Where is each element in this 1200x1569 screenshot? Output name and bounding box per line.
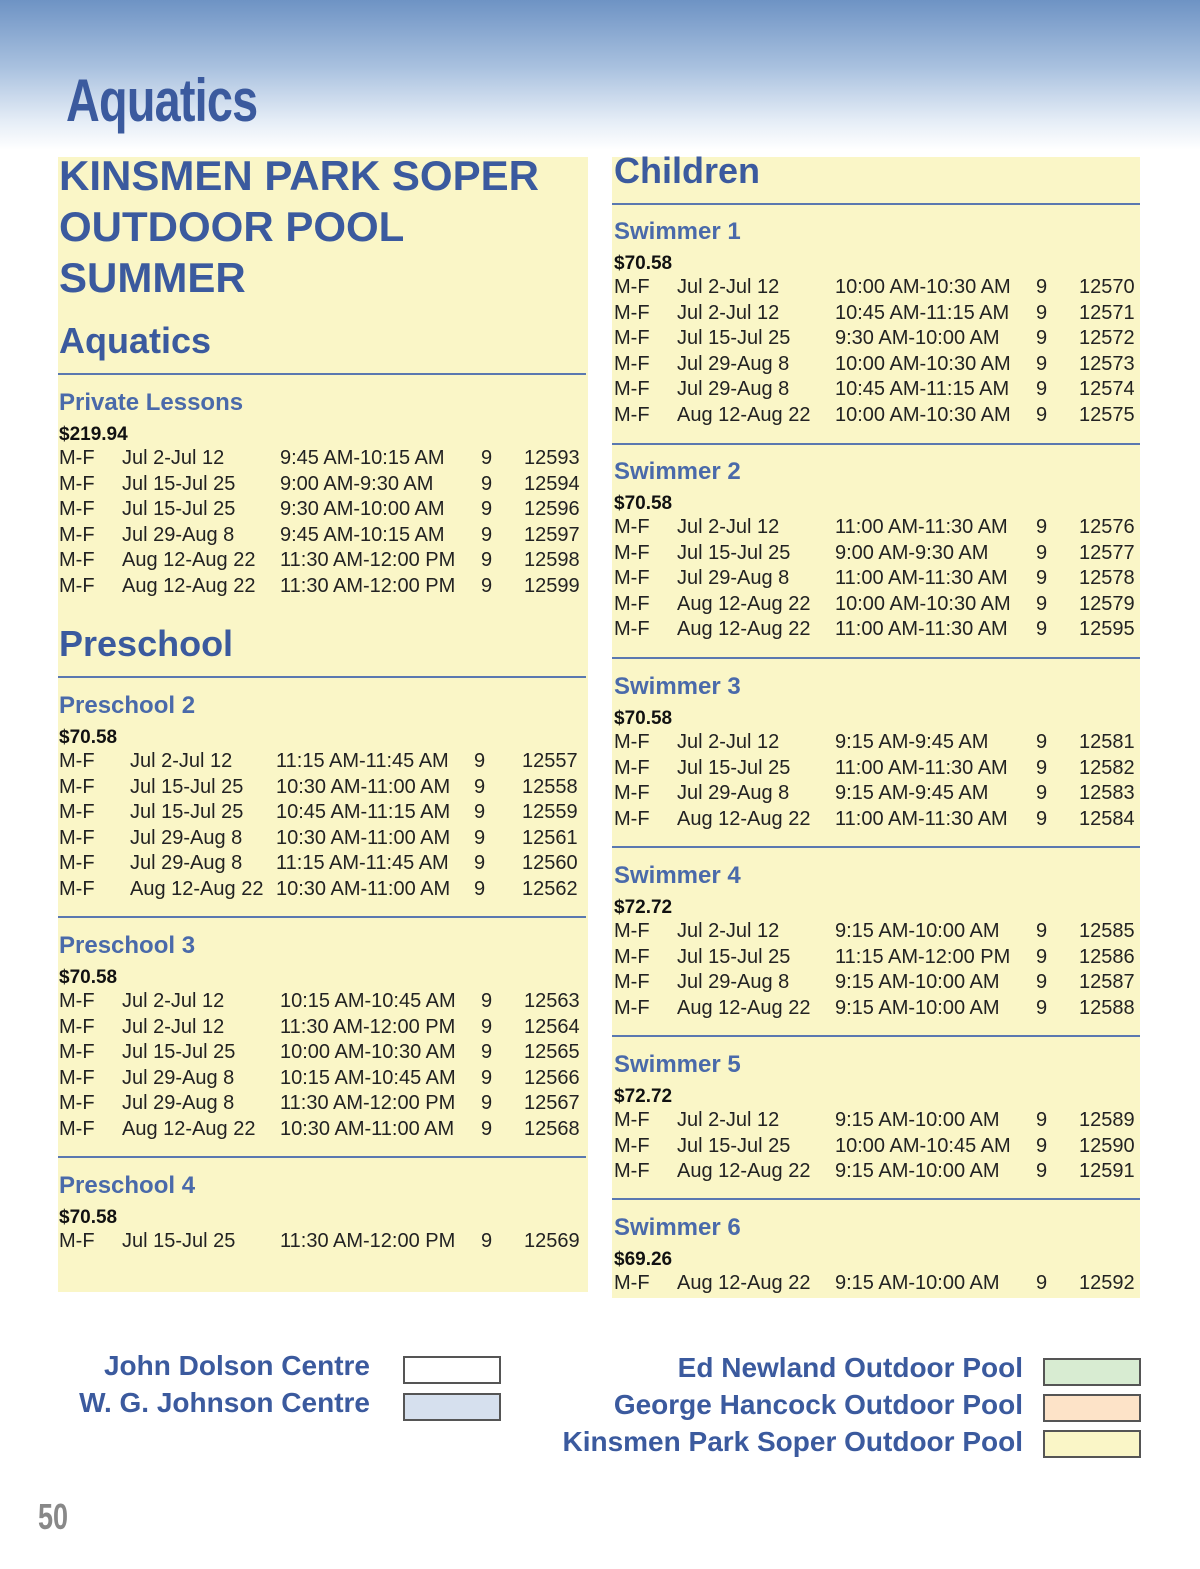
cell-days: M-F	[59, 498, 95, 521]
schedule-row	[0, 516, 1200, 542]
legend-swatch-george-hancock	[1043, 1394, 1141, 1422]
page-banner-title: Aquatics	[66, 67, 258, 134]
cell-dates: Jul 2-Jul 12	[130, 750, 233, 772]
cell-course-code: 12593	[524, 447, 580, 469]
cell-course-code: 12568	[524, 1118, 580, 1140]
schedule-row	[0, 567, 1200, 593]
cell-sessions: 9	[474, 750, 486, 772]
cell-dates: Jul 15-Jul 25	[122, 498, 236, 521]
schedule-row	[0, 1160, 1200, 1186]
cell-time: 9:15 AM-10:00 AM	[835, 920, 1000, 942]
cell-course-code: 12578	[1079, 567, 1135, 590]
cell-time: 11:30 AM-12:00 PM	[280, 575, 456, 597]
cell-dates: Jul 2-Jul 12	[677, 1109, 780, 1131]
cell-sessions: 9	[474, 878, 486, 900]
cell-dates: Jul 15-Jul 25	[130, 801, 244, 824]
cell-course-code: 12599	[524, 575, 580, 597]
cell-sessions: 9	[1036, 327, 1048, 350]
schedule-row	[0, 1041, 1200, 1067]
schedule-row	[0, 757, 1200, 783]
program-price: $70.58	[59, 967, 118, 988]
cell-sessions: 9	[1036, 378, 1048, 401]
cell-time: 10:00 AM-10:30 AM	[280, 1041, 456, 1064]
cell-dates: Aug 12-Aug 22	[122, 549, 256, 572]
program-price: $72.72	[614, 897, 673, 918]
cell-time: 9:15 AM-9:45 AM	[835, 731, 989, 753]
cell-dates: Jul 29-Aug 8	[122, 1066, 235, 1089]
section-title-children: Children	[614, 150, 761, 191]
cell-time: 9:15 AM-10:00 AM	[835, 996, 1000, 1019]
cell-sessions: 9	[1036, 592, 1048, 615]
cell-time: 10:00 AM-10:30 AM	[835, 276, 1011, 298]
cell-days: M-F	[59, 826, 95, 849]
cell-dates: Aug 12-Aug 22	[677, 404, 811, 426]
schedule-row	[0, 1272, 1200, 1298]
cell-sessions: 9	[474, 826, 486, 849]
cell-course-code: 12596	[524, 498, 580, 521]
cell-course-code: 12594	[524, 472, 580, 495]
program-title-swimmer-1: Swimmer 1	[614, 218, 741, 245]
cell-sessions: 9	[1036, 276, 1048, 298]
cell-course-code: 12562	[522, 878, 578, 900]
legend-swatch-john-dolson	[403, 1356, 501, 1384]
schedule-row	[0, 302, 1200, 328]
cell-course-code: 12563	[524, 990, 580, 1012]
cell-dates: Aug 12-Aug 22	[677, 1272, 811, 1294]
cell-days: M-F	[614, 1134, 650, 1157]
cell-time: 10:30 AM-11:00 AM	[276, 775, 451, 798]
cell-sessions: 9	[481, 1041, 493, 1064]
cell-course-code: 12573	[1079, 352, 1135, 375]
cell-sessions: 9	[481, 523, 493, 546]
cell-sessions: 9	[1036, 731, 1048, 753]
legend-label-wg-johnson: W. G. Johnson Centre	[79, 1387, 370, 1418]
cell-days: M-F	[614, 618, 650, 641]
cell-days: M-F	[614, 301, 650, 324]
program-price: $70.58	[614, 708, 673, 729]
cell-course-code: 12561	[522, 826, 578, 849]
cell-dates: Jul 2-Jul 12	[122, 447, 225, 469]
program-price: $70.58	[59, 727, 118, 748]
program-divider	[612, 657, 1140, 659]
cell-days: M-F	[59, 1230, 95, 1252]
cell-course-code: 12565	[524, 1041, 580, 1064]
cell-dates: Jul 15-Jul 25	[677, 541, 791, 564]
cell-course-code: 12585	[1079, 920, 1135, 942]
schedule-row	[0, 731, 1200, 757]
cell-course-code: 12579	[1079, 592, 1135, 615]
cell-dates: Jul 15-Jul 25	[130, 775, 244, 798]
legend-label-george-hancock: George Hancock Outdoor Pool	[613, 1389, 1023, 1420]
cell-sessions: 9	[1036, 1272, 1048, 1294]
cell-days: M-F	[614, 1272, 650, 1294]
cell-days: M-F	[59, 990, 95, 1012]
cell-sessions: 9	[481, 447, 493, 469]
cell-course-code: 12567	[524, 1092, 580, 1115]
cell-days: M-F	[59, 1092, 95, 1115]
cell-dates: Aug 12-Aug 22	[677, 807, 811, 830]
cell-course-code: 12595	[1079, 618, 1135, 641]
cell-days: M-F	[614, 404, 650, 426]
legend-label-ed-newland: Ed Newland Outdoor Pool	[677, 1352, 1023, 1383]
program-title-swimmer-5: Swimmer 5	[614, 1051, 741, 1078]
cell-days: M-F	[614, 807, 650, 830]
schedule-row	[0, 1230, 1200, 1256]
cell-course-code: 12583	[1079, 782, 1135, 805]
cell-course-code: 12586	[1079, 945, 1135, 968]
cell-sessions: 9	[1036, 971, 1048, 994]
cell-time: 10:15 AM-10:45 AM	[280, 990, 456, 1012]
cell-time: 9:45 AM-10:15 AM	[280, 447, 445, 469]
schedule-row	[0, 404, 1200, 430]
cell-course-code: 12571	[1079, 301, 1135, 324]
cell-course-code: 12591	[1079, 1160, 1135, 1183]
schedule-row	[0, 1067, 1200, 1093]
cell-sessions: 9	[1036, 1160, 1048, 1183]
cell-time: 10:30 AM-11:00 AM	[276, 826, 451, 849]
cell-dates: Jul 29-Aug 8	[677, 378, 790, 401]
cell-time: 9:00 AM-9:30 AM	[835, 541, 989, 564]
cell-time: 9:30 AM-10:00 AM	[280, 498, 445, 521]
cell-time: 11:15 AM-12:00 PM	[835, 945, 1011, 968]
cell-time: 10:30 AM-11:00 AM	[276, 878, 451, 900]
schedule-row	[0, 1135, 1200, 1161]
cell-days: M-F	[59, 878, 95, 900]
cell-time: 11:00 AM-11:30 AM	[835, 516, 1008, 538]
cell-days: M-F	[59, 1015, 95, 1038]
cell-days: M-F	[614, 731, 650, 753]
pool-title-line: KINSMEN PARK SOPER	[59, 152, 539, 199]
cell-days: M-F	[59, 549, 95, 572]
cell-dates: Aug 12-Aug 22	[122, 1118, 256, 1140]
cell-dates: Aug 12-Aug 22	[677, 1160, 811, 1183]
cell-dates: Aug 12-Aug 22	[130, 878, 264, 900]
cell-sessions: 9	[1036, 807, 1048, 830]
program-divider	[58, 916, 586, 918]
cell-days: M-F	[59, 472, 95, 495]
cell-time: 10:45 AM-11:15 AM	[835, 378, 1010, 401]
cell-days: M-F	[59, 775, 95, 798]
cell-sessions: 9	[481, 472, 493, 495]
program-price: $69.26	[614, 1249, 673, 1270]
cell-course-code: 12581	[1079, 731, 1135, 753]
cell-sessions: 9	[474, 775, 486, 798]
cell-course-code: 12564	[524, 1015, 580, 1038]
cell-days: M-F	[614, 592, 650, 615]
cell-course-code: 12597	[524, 523, 580, 546]
legend-swatch-wg-johnson	[403, 1393, 501, 1421]
cell-days: M-F	[59, 1041, 95, 1064]
cell-time: 11:00 AM-11:30 AM	[835, 756, 1008, 779]
legend-label-kinsmen-park-soper: Kinsmen Park Soper Outdoor Pool	[562, 1426, 1023, 1457]
cell-course-code: 12598	[524, 549, 580, 572]
cell-course-code: 12566	[524, 1066, 580, 1089]
cell-time: 11:00 AM-11:30 AM	[835, 618, 1008, 641]
cell-sessions: 9	[481, 1230, 493, 1252]
cell-sessions: 9	[1036, 404, 1048, 426]
cell-days: M-F	[614, 541, 650, 564]
cell-sessions: 9	[1036, 352, 1048, 375]
cell-course-code: 12588	[1079, 996, 1135, 1019]
cell-sessions: 9	[1036, 618, 1048, 641]
cell-time: 11:30 AM-12:00 PM	[280, 549, 456, 572]
cell-course-code: 12584	[1079, 807, 1135, 830]
cell-dates: Jul 15-Jul 25	[677, 327, 791, 350]
program-price: $70.58	[614, 253, 673, 274]
schedule-row	[0, 1109, 1200, 1135]
schedule-row	[0, 276, 1200, 302]
cell-time: 10:30 AM-11:00 AM	[280, 1118, 455, 1140]
cell-dates: Jul 15-Jul 25	[677, 756, 791, 779]
cell-course-code: 12589	[1079, 1109, 1135, 1131]
cell-time: 10:00 AM-10:30 AM	[835, 592, 1011, 615]
cell-time: 9:00 AM-9:30 AM	[280, 472, 434, 495]
cell-days: M-F	[614, 567, 650, 590]
cell-days: M-F	[614, 782, 650, 805]
cell-course-code: 12569	[524, 1230, 580, 1252]
schedule-row	[0, 447, 1200, 473]
cell-time: 10:15 AM-10:45 AM	[280, 1066, 456, 1089]
cell-dates: Jul 2-Jul 12	[122, 990, 225, 1012]
program-title-private-lessons: Private Lessons	[59, 389, 244, 416]
cell-time: 9:30 AM-10:00 AM	[835, 327, 1000, 350]
cell-course-code: 12559	[522, 801, 578, 824]
cell-sessions: 9	[481, 1015, 493, 1038]
cell-sessions: 9	[1036, 945, 1048, 968]
legend-swatch-ed-newland	[1043, 1358, 1141, 1386]
cell-sessions: 9	[481, 498, 493, 521]
schedule-row	[0, 852, 1200, 878]
cell-dates: Jul 2-Jul 12	[677, 731, 780, 753]
cell-dates: Jul 2-Jul 12	[677, 276, 780, 298]
cell-sessions: 9	[1036, 567, 1048, 590]
section-title-preschool: Preschool	[59, 623, 234, 664]
cell-time: 9:15 AM-10:00 AM	[835, 971, 1000, 994]
program-title-swimmer-2: Swimmer 2	[614, 458, 741, 485]
cell-time: 11:15 AM-11:45 AM	[276, 750, 449, 772]
cell-time: 11:30 AM-12:00 PM	[280, 1015, 456, 1038]
cell-course-code: 12558	[522, 775, 578, 798]
cell-dates: Jul 15-Jul 25	[122, 1230, 236, 1252]
cell-sessions: 9	[474, 801, 486, 824]
cell-dates: Jul 15-Jul 25	[122, 472, 236, 495]
cell-sessions: 9	[1036, 782, 1048, 805]
cell-course-code: 12577	[1079, 541, 1135, 564]
schedule-row	[0, 782, 1200, 808]
schedule-row	[0, 542, 1200, 568]
cell-sessions: 9	[481, 549, 493, 572]
schedule-row	[0, 920, 1200, 946]
schedule-row	[0, 618, 1200, 644]
cell-dates: Jul 2-Jul 12	[677, 516, 780, 538]
cell-sessions: 9	[1036, 920, 1048, 942]
legend-swatch-kinsmen-park-soper	[1043, 1430, 1141, 1458]
schedule-row	[0, 971, 1200, 997]
cell-days: M-F	[614, 1160, 650, 1183]
cell-course-code: 12587	[1079, 971, 1135, 994]
cell-course-code: 12560	[522, 852, 578, 875]
cell-sessions: 9	[481, 575, 493, 597]
cell-days: M-F	[614, 971, 650, 994]
cell-sessions: 9	[1036, 756, 1048, 779]
program-title-preschool-3: Preschool 3	[59, 932, 196, 959]
program-divider	[612, 1198, 1140, 1200]
program-title-preschool-4: Preschool 4	[59, 1172, 196, 1199]
cell-dates: Jul 15-Jul 25	[677, 945, 791, 968]
cell-days: M-F	[59, 750, 95, 772]
cell-dates: Aug 12-Aug 22	[677, 592, 811, 615]
cell-dates: Jul 15-Jul 25	[122, 1041, 236, 1064]
cell-course-code: 12582	[1079, 756, 1135, 779]
schedule-row	[0, 378, 1200, 404]
schedule-row	[0, 327, 1200, 353]
cell-sessions: 9	[481, 1118, 493, 1140]
cell-dates: Jul 2-Jul 12	[677, 301, 780, 324]
legend-label-john-dolson: John Dolson Centre	[103, 1350, 370, 1381]
cell-days: M-F	[614, 1109, 650, 1131]
cell-course-code: 12572	[1079, 327, 1135, 350]
page-number: 50	[38, 1496, 69, 1537]
cell-dates: Jul 29-Aug 8	[122, 1092, 235, 1115]
section-divider	[612, 203, 1140, 205]
cell-sessions: 9	[1036, 541, 1048, 564]
pool-title-line: OUTDOOR POOL	[59, 203, 405, 250]
cell-sessions: 9	[1036, 301, 1048, 324]
cell-time: 9:15 AM-9:45 AM	[835, 782, 989, 805]
cell-dates: Aug 12-Aug 22	[677, 996, 811, 1019]
program-price: $70.58	[59, 1207, 118, 1228]
cell-dates: Jul 29-Aug 8	[122, 523, 235, 546]
cell-dates: Jul 2-Jul 12	[677, 920, 780, 942]
cell-dates: Aug 12-Aug 22	[677, 618, 811, 641]
program-price: $219.94	[59, 424, 128, 445]
cell-time: 10:45 AM-11:15 AM	[835, 301, 1010, 324]
cell-sessions: 9	[1036, 1134, 1048, 1157]
cell-dates: Jul 29-Aug 8	[130, 826, 243, 849]
section-title-aquatics: Aquatics	[59, 320, 212, 361]
cell-days: M-F	[614, 378, 650, 401]
cell-sessions: 9	[481, 1092, 493, 1115]
cell-time: 10:00 AM-10:30 AM	[835, 352, 1011, 375]
pool-title-line: SUMMER	[59, 254, 246, 301]
schedule-row	[0, 946, 1200, 972]
schedule-row	[0, 353, 1200, 379]
cell-dates: Jul 15-Jul 25	[677, 1134, 791, 1157]
cell-sessions: 9	[1036, 996, 1048, 1019]
cell-time: 9:15 AM-10:00 AM	[835, 1160, 1000, 1183]
cell-sessions: 9	[1036, 1109, 1048, 1131]
schedule-row	[0, 473, 1200, 499]
cell-dates: Jul 29-Aug 8	[677, 567, 790, 590]
program-title-swimmer-3: Swimmer 3	[614, 673, 741, 700]
program-title-preschool-2: Preschool 2	[59, 692, 196, 719]
cell-days: M-F	[59, 1066, 95, 1089]
cell-time: 10:00 AM-10:45 AM	[835, 1134, 1011, 1157]
program-divider	[612, 443, 1140, 445]
cell-course-code: 12592	[1079, 1272, 1135, 1294]
cell-dates: Aug 12-Aug 22	[122, 575, 256, 597]
cell-course-code: 12576	[1079, 516, 1135, 538]
cell-days: M-F	[614, 352, 650, 375]
cell-days: M-F	[59, 523, 95, 546]
cell-sessions: 9	[1036, 516, 1048, 538]
program-price: $70.58	[614, 493, 673, 514]
cell-dates: Jul 29-Aug 8	[677, 971, 790, 994]
program-title-swimmer-4: Swimmer 4	[614, 862, 741, 889]
section-divider	[58, 676, 586, 678]
cell-days: M-F	[614, 945, 650, 968]
schedule-row	[0, 808, 1200, 834]
cell-time: 10:00 AM-10:30 AM	[835, 404, 1011, 426]
cell-sessions: 9	[481, 990, 493, 1012]
schedule-row	[0, 593, 1200, 619]
cell-time: 11:15 AM-11:45 AM	[276, 852, 449, 875]
cell-days: M-F	[59, 575, 95, 597]
cell-days: M-F	[59, 852, 95, 875]
cell-days: M-F	[614, 996, 650, 1019]
cell-course-code: 12590	[1079, 1134, 1135, 1157]
cell-days: M-F	[614, 276, 650, 298]
cell-sessions: 9	[474, 852, 486, 875]
cell-time: 9:45 AM-10:15 AM	[280, 523, 445, 546]
cell-time: 11:00 AM-11:30 AM	[835, 807, 1008, 830]
schedule-row	[0, 997, 1200, 1023]
cell-days: M-F	[614, 516, 650, 538]
cell-course-code: 12575	[1079, 404, 1135, 426]
cell-time: 11:30 AM-12:00 PM	[280, 1092, 456, 1115]
schedule-row	[0, 878, 1200, 904]
cell-course-code: 12570	[1079, 276, 1135, 298]
cell-dates: Jul 29-Aug 8	[677, 782, 790, 805]
cell-course-code: 12557	[522, 750, 578, 772]
cell-time: 9:15 AM-10:00 AM	[835, 1109, 1000, 1131]
cell-time: 9:15 AM-10:00 AM	[835, 1272, 1000, 1294]
cell-days: M-F	[59, 447, 95, 469]
cell-days: M-F	[614, 920, 650, 942]
program-title-swimmer-6: Swimmer 6	[614, 1214, 741, 1241]
cell-sessions: 9	[481, 1066, 493, 1089]
cell-days: M-F	[614, 327, 650, 350]
cell-days: M-F	[59, 1118, 95, 1140]
cell-time: 11:30 AM-12:00 PM	[280, 1230, 456, 1252]
cell-time: 10:45 AM-11:15 AM	[276, 801, 451, 824]
cell-dates: Jul 29-Aug 8	[677, 352, 790, 375]
cell-dates: Jul 29-Aug 8	[130, 852, 243, 875]
program-price: $72.72	[614, 1086, 673, 1107]
cell-days: M-F	[59, 801, 95, 824]
cell-course-code: 12574	[1079, 378, 1135, 401]
cell-dates: Jul 2-Jul 12	[122, 1015, 225, 1038]
cell-days: M-F	[614, 756, 650, 779]
cell-time: 11:00 AM-11:30 AM	[835, 567, 1008, 590]
